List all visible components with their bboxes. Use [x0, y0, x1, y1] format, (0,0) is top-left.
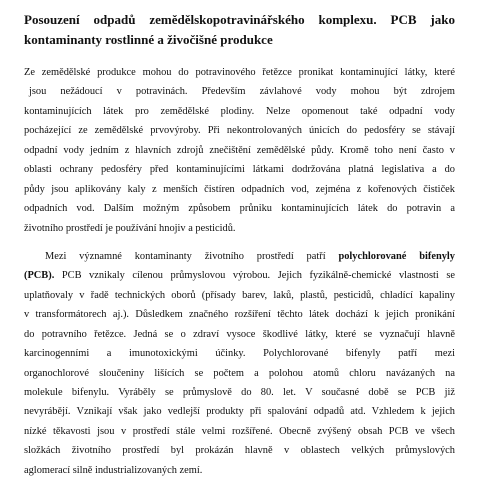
paragraph-contaminants-sources	[24, 63, 455, 238]
text-line	[24, 266, 455, 285]
text-line: aglomerací silně industrializovaných zemí.	[24, 464, 203, 476]
paragraph-pcb	[24, 247, 455, 480]
text-line: v transformátorech aj.). Důsledkem značného rozšíření těchto látek dochází k jejich pronikání	[24, 309, 455, 321]
text-line	[24, 247, 455, 266]
text-line: odpadní vody jedním z hlavních zdrojů znečištění zemědělské půdy. Kromě toho není často v	[24, 144, 455, 156]
bold-term-pcb: (PCB).	[24, 270, 55, 282]
text-line: životního prostředí je používání hnojiv a pesticidů.	[24, 222, 236, 234]
text-line: do potravního řetězce. Jedná se o zdraví vysoce škodlivé látky, které se vyznačují hlavně	[24, 328, 455, 340]
bold-term-polychlorinated-biphenyls: polychlorované bifenyly	[338, 250, 455, 262]
text-line: Ze zemědělské produkce mohou do potravinového řetězce pronikat kontaminující látky, které	[24, 67, 455, 78]
text-line: kontaminujících látek pro zemědělské plodiny. Nelze opomenout také odpadní vody	[24, 105, 455, 117]
text-line: půdy jsou aplikovány kaly z menších čistíren odpadních vod, zejména z kořenových čističek	[24, 183, 455, 195]
text-line: organochlorové sloučeniny lišících se počtem a polohou atomů chloru navázaných na	[24, 367, 455, 379]
text-line: uplatňovaly v řadě technických oborů (přísady barev, laků, plastů, pesticidů, chladící kapaliny	[24, 289, 455, 301]
text-line: jsou nežádoucí v potravinách. Především závlahové vody mohou být zdrojem	[29, 86, 455, 98]
text-run: PCB vznikaly cílenou průmyslovou výrobou. Jejich fyzikálně-chemické vlastnosti se	[54, 270, 455, 282]
text-line: karcinogenními a imunotoxickými účinky. Polychlorované bifenyly patří mezi	[24, 348, 455, 360]
text-run: Mezi významné kontaminanty životního prostředí patří	[45, 250, 339, 262]
text-line: nevyrábějí. Vznikají však jako vedlejší produkty při spalování odpadů atd. Vzhledem k jejich	[24, 406, 455, 418]
text-line: nízké těkavosti jsou v prostředí stále velmi rozšířené. Obecně zvýšený obsah PCB ve všech	[24, 425, 455, 437]
title-line: Posouzení odpadů zemědělskopotravinářského komplexu. PCB jako	[24, 12, 455, 27]
text-line: odpadních vod. Dalším možným způsobem průniku kontaminujících látek do potravin a	[24, 203, 455, 215]
text-line: pocházející ze zemědělské prvovýroby. Při nekontrolovaných únicích do pedosféry se stávají	[24, 125, 455, 137]
text-line: oblasti ochrany pedosféry před kontaminujícími látkami dodržována platná legislativa a do	[24, 164, 455, 176]
text-line: molekule bifenylu. Vyráběly se průmyslově do 80. let. V současné době se PCB již	[24, 387, 455, 398]
document-page	[24, 10, 455, 480]
title-line: kontaminanty rostlinné a živočišné produkce	[24, 32, 273, 47]
document-title	[24, 10, 455, 50]
text-line: složkách životního prostředí byl prokázán hlavně v oblastech velkých průmyslových	[24, 445, 455, 457]
